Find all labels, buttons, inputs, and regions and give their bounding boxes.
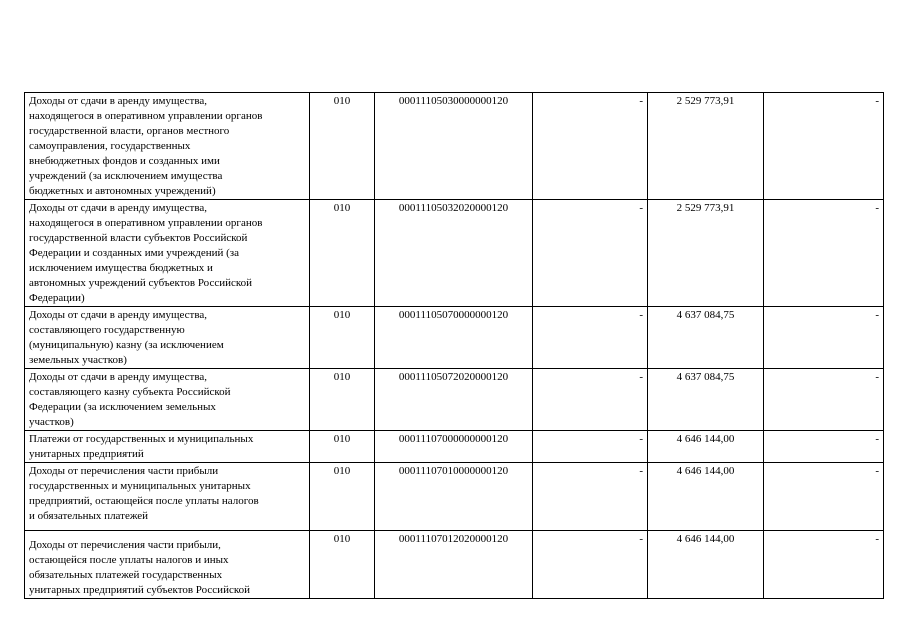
approved-amount-cell: - — [533, 431, 648, 463]
income-name-line: государственной власти субъектов Российской — [29, 232, 248, 244]
line-code-cell: 010 — [310, 531, 375, 599]
income-name-line: бюджетных и автономных учреждений) — [29, 185, 216, 197]
income-name-line: Доходы от сдачи в аренду имущества, — [29, 309, 208, 321]
income-name-line: Доходы от перечисления части прибыли, — [29, 539, 221, 551]
income-name-line: государственной власти, органов местного — [29, 125, 230, 137]
income-report-body — [25, 93, 884, 599]
unexecuted-amount-cell: - — [764, 431, 884, 463]
unexecuted-amount-cell: - — [764, 369, 884, 431]
income-name-line: Платежи от государственных и муниципальных — [29, 433, 254, 445]
unexecuted-amount-cell: - — [764, 463, 884, 531]
income-name-line: Федерации (за исключением земельных — [29, 401, 216, 413]
income-report-table — [24, 92, 884, 599]
income-name-line: предприятий, остающейся после уплаты налогов — [29, 495, 259, 507]
income-name-line: Федерации и созданных ими учреждений (за — [29, 247, 240, 259]
income-name-line: остающейся после уплаты налогов и иных — [29, 554, 229, 566]
executed-amount-cell: 4 637 084,75 — [648, 369, 764, 431]
table-row — [25, 307, 884, 369]
approved-amount-cell: - — [533, 200, 648, 307]
executed-amount-cell: 4 637 084,75 — [648, 307, 764, 369]
income-name-line: Доходы от перечисления части прибыли — [29, 465, 219, 477]
income-name-line: Доходы от сдачи в аренду имущества, — [29, 95, 208, 107]
budget-classification-code-cell: 00011107010000000120 — [375, 463, 533, 531]
budget-classification-code-cell: 00011105030000000120 — [375, 93, 533, 200]
approved-amount-cell: - — [533, 93, 648, 200]
line-code-cell: 010 — [310, 307, 375, 369]
approved-amount-cell: - — [533, 463, 648, 531]
income-name-cell — [25, 531, 310, 599]
income-name-line: обязательных платежей государственных — [29, 569, 223, 581]
executed-amount-cell: 4 646 144,00 — [648, 431, 764, 463]
line-code-cell: 010 — [310, 93, 375, 200]
budget-classification-code-cell: 00011105032020000120 — [375, 200, 533, 307]
table-row — [25, 200, 884, 307]
income-name-cell — [25, 93, 310, 200]
executed-amount-cell: 2 529 773,91 — [648, 200, 764, 307]
table-row — [25, 93, 884, 200]
approved-amount-cell: - — [533, 307, 648, 369]
income-name-line: самоуправления, государственных — [29, 140, 191, 152]
income-name-cell — [25, 431, 310, 463]
income-name-line: Доходы от сдачи в аренду имущества, — [29, 202, 208, 214]
income-name-line: внебюджетных фондов и созданных ими — [29, 155, 220, 167]
budget-classification-code-cell: 00011107012020000120 — [375, 531, 533, 599]
unexecuted-amount-cell: - — [764, 93, 884, 200]
executed-amount-cell: 2 529 773,91 — [648, 93, 764, 200]
budget-classification-code-cell: 00011105072020000120 — [375, 369, 533, 431]
table-row — [25, 531, 884, 599]
unexecuted-amount-cell: - — [764, 200, 884, 307]
line-code-cell: 010 — [310, 200, 375, 307]
income-name-line: Федерации) — [29, 292, 85, 304]
income-name-line: унитарных предприятий субъектов Российской — [29, 584, 251, 596]
line-code-cell: 010 — [310, 463, 375, 531]
income-name-line: Доходы от сдачи в аренду имущества, — [29, 371, 208, 383]
approved-amount-cell: - — [533, 531, 648, 599]
income-name-cell — [25, 369, 310, 431]
budget-classification-code-cell: 00011107000000000120 — [375, 431, 533, 463]
income-name-line: находящегося в оперативном управлении органов — [29, 110, 263, 122]
income-name-cell — [25, 463, 310, 531]
income-name-line: составляющего государственную — [29, 324, 185, 336]
line-code-cell: 010 — [310, 431, 375, 463]
line-code-cell: 010 — [310, 369, 375, 431]
income-name-line: земельных участков) — [29, 354, 127, 366]
executed-amount-cell: 4 646 144,00 — [648, 463, 764, 531]
income-name-cell — [25, 200, 310, 307]
income-name-line: исключением имущества бюджетных и — [29, 262, 213, 274]
income-name-line: унитарных предприятий — [29, 448, 144, 460]
budget-classification-code-cell: 00011105070000000120 — [375, 307, 533, 369]
income-name-line: (муниципальную) казну (за исключением — [29, 339, 224, 351]
approved-amount-cell: - — [533, 369, 648, 431]
income-name-line: автономных учреждений субъектов Российской — [29, 277, 253, 289]
income-name-line: и обязательных платежей — [29, 510, 149, 522]
income-name-line: составляющего казну субъекта Российской — [29, 386, 231, 398]
income-name-line: участков) — [29, 416, 74, 428]
unexecuted-amount-cell: - — [764, 531, 884, 599]
unexecuted-amount-cell: - — [764, 307, 884, 369]
executed-amount-cell: 4 646 144,00 — [648, 531, 764, 599]
table-row — [25, 431, 884, 463]
income-name-line: государственных и муниципальных унитарных — [29, 480, 251, 492]
table-row — [25, 463, 884, 531]
table-row — [25, 369, 884, 431]
income-name-line: учреждений (за исключением имущества — [29, 170, 223, 182]
income-name-line: находящегося в оперативном управлении органов — [29, 217, 263, 229]
income-name-cell — [25, 307, 310, 369]
